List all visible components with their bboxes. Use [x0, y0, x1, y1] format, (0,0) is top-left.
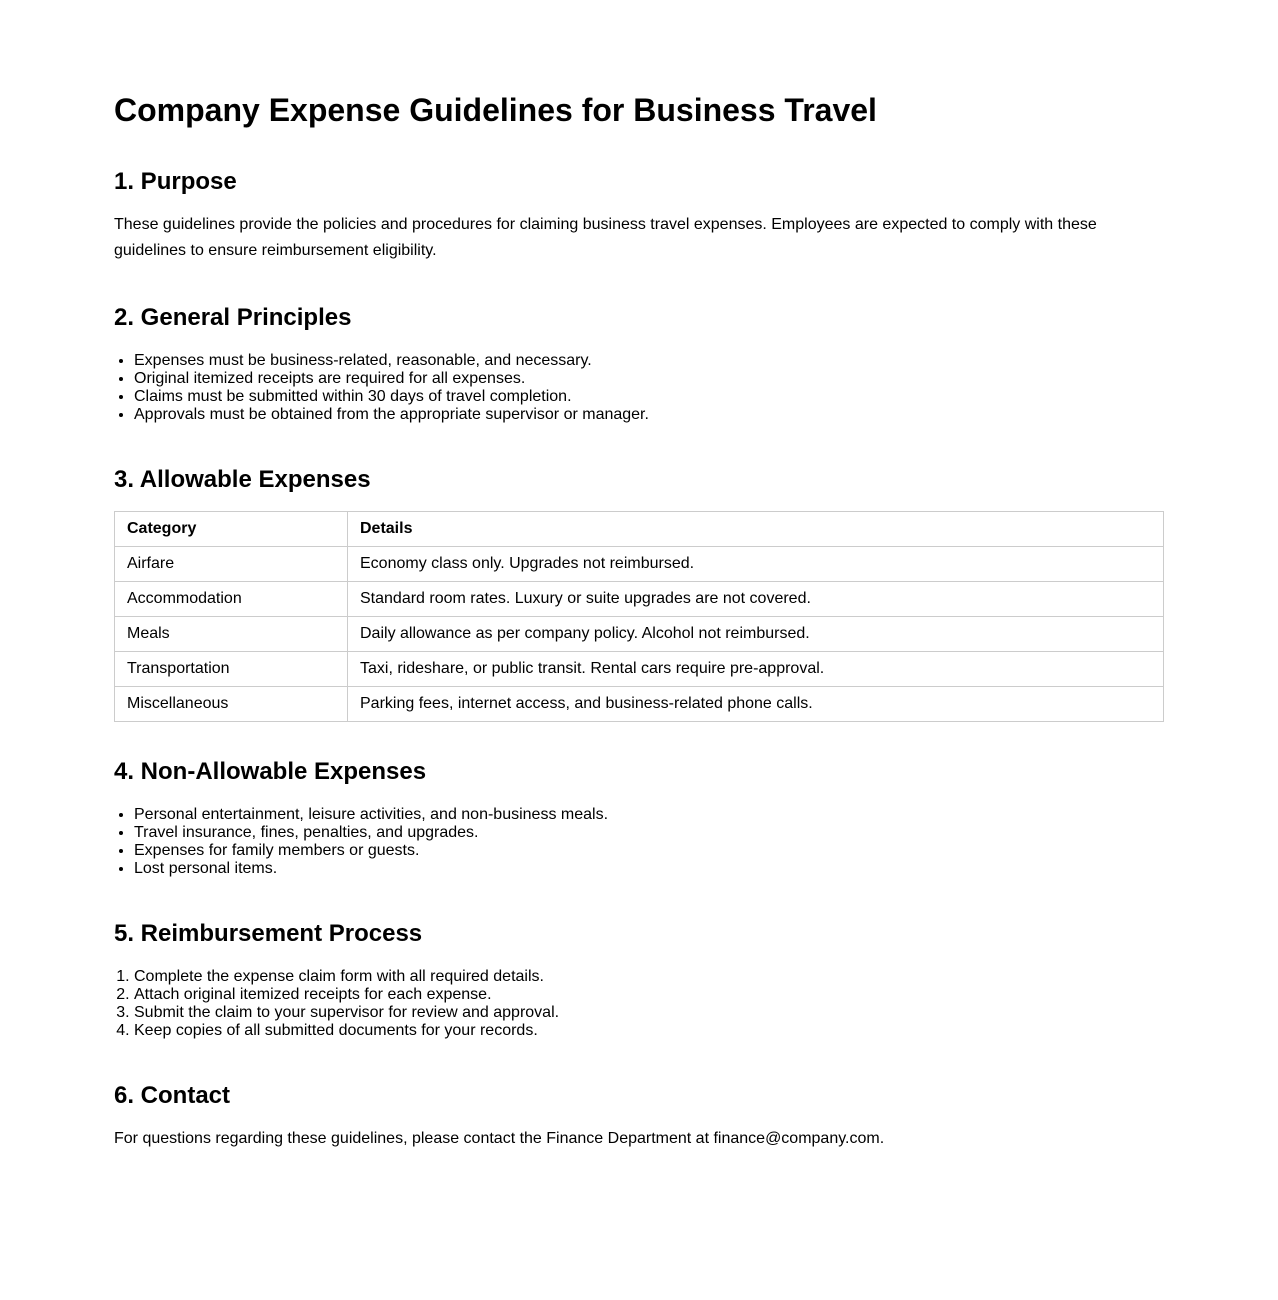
table-row — [115, 617, 1164, 652]
list-item: • Approvals must be obtained from the appropriate supervisor or manager. — [134, 406, 1164, 424]
section-heading-reimbursement-process: 5. Reimbursement Process — [114, 920, 423, 947]
list-item: • Travel insurance, fines, penalties, and upgrades. — [134, 824, 1164, 842]
process-step: 1. Complete the expense claim form with all required details. — [134, 968, 1164, 986]
section-heading-general-principles: 2. General Principles — [114, 304, 352, 331]
section-heading-contact: 6. Contact — [114, 1082, 231, 1109]
details-cell: Taxi, rideshare, or public transit. Rental cars require pre-approval. — [348, 652, 1164, 687]
section-heading-non-allowable-expenses: 4. Non-Allowable Expenses — [114, 758, 427, 785]
process-step: 4. Keep copies of all submitted documents for your records. — [134, 1022, 1164, 1040]
details-cell: Parking fees, internet access, and business-related phone calls. — [348, 687, 1164, 722]
contact-paragraph: For questions regarding these guidelines, please contact the Finance Department at finance@company.com. — [114, 1130, 885, 1147]
process-steps-list — [114, 968, 1164, 1040]
category-cell: Meals — [115, 617, 348, 652]
section-contact — [114, 1082, 1164, 1152]
table-header-row — [115, 512, 1164, 547]
section-allowable-expenses — [114, 466, 1164, 722]
list-item: • Expenses for family members or guests. — [134, 842, 1164, 860]
page-title: Company Expense Guidelines for Business Travel — [114, 92, 877, 128]
table-row — [115, 687, 1164, 722]
section-heading-purpose: 1. Purpose — [114, 168, 237, 195]
purpose-paragraph: These guidelines provide the policies and procedures for claiming business travel expenses. Employees are expected to comply with these guidelines to ensure reimbursement eligibility. — [114, 216, 1097, 259]
details-cell: Daily allowance as per company policy. Alcohol not reimbursed. — [348, 617, 1164, 652]
category-cell: Miscellaneous — [115, 687, 348, 722]
section-reimbursement-process — [114, 920, 1164, 1040]
list-item: • Lost personal items. — [134, 860, 1164, 878]
details-cell: Economy class only. Upgrades not reimbursed. — [348, 547, 1164, 582]
list-item: • Expenses must be business-related, reasonable, and necessary. — [134, 352, 1164, 370]
column-header-category: Category — [115, 512, 348, 547]
details-cell: Standard room rates. Luxury or suite upgrades are not covered. — [348, 582, 1164, 617]
category-cell: Transportation — [115, 652, 348, 687]
table-row — [115, 582, 1164, 617]
list-item: • Claims must be submitted within 30 days of travel completion. — [134, 388, 1164, 406]
allowable-expenses-table — [114, 511, 1164, 722]
principles-list — [114, 352, 1164, 424]
table-row — [115, 547, 1164, 582]
section-purpose — [114, 168, 1164, 264]
list-item: • Original itemized receipts are required for all expenses. — [134, 370, 1164, 388]
category-cell: Airfare — [115, 547, 348, 582]
table-row — [115, 652, 1164, 687]
category-cell: Accommodation — [115, 582, 348, 617]
column-header-details: Details — [348, 512, 1164, 547]
section-heading-allowable-expenses: 3. Allowable Expenses — [114, 466, 371, 493]
section-non-allowable-expenses — [114, 758, 1164, 878]
process-step: 2. Attach original itemized receipts for each expense. — [134, 986, 1164, 1004]
section-general-principles — [114, 304, 1164, 424]
list-item: • Personal entertainment, leisure activities, and non-business meals. — [134, 806, 1164, 824]
process-step: 3. Submit the claim to your supervisor for review and approval. — [134, 1004, 1164, 1022]
non-allowable-list — [114, 806, 1164, 878]
